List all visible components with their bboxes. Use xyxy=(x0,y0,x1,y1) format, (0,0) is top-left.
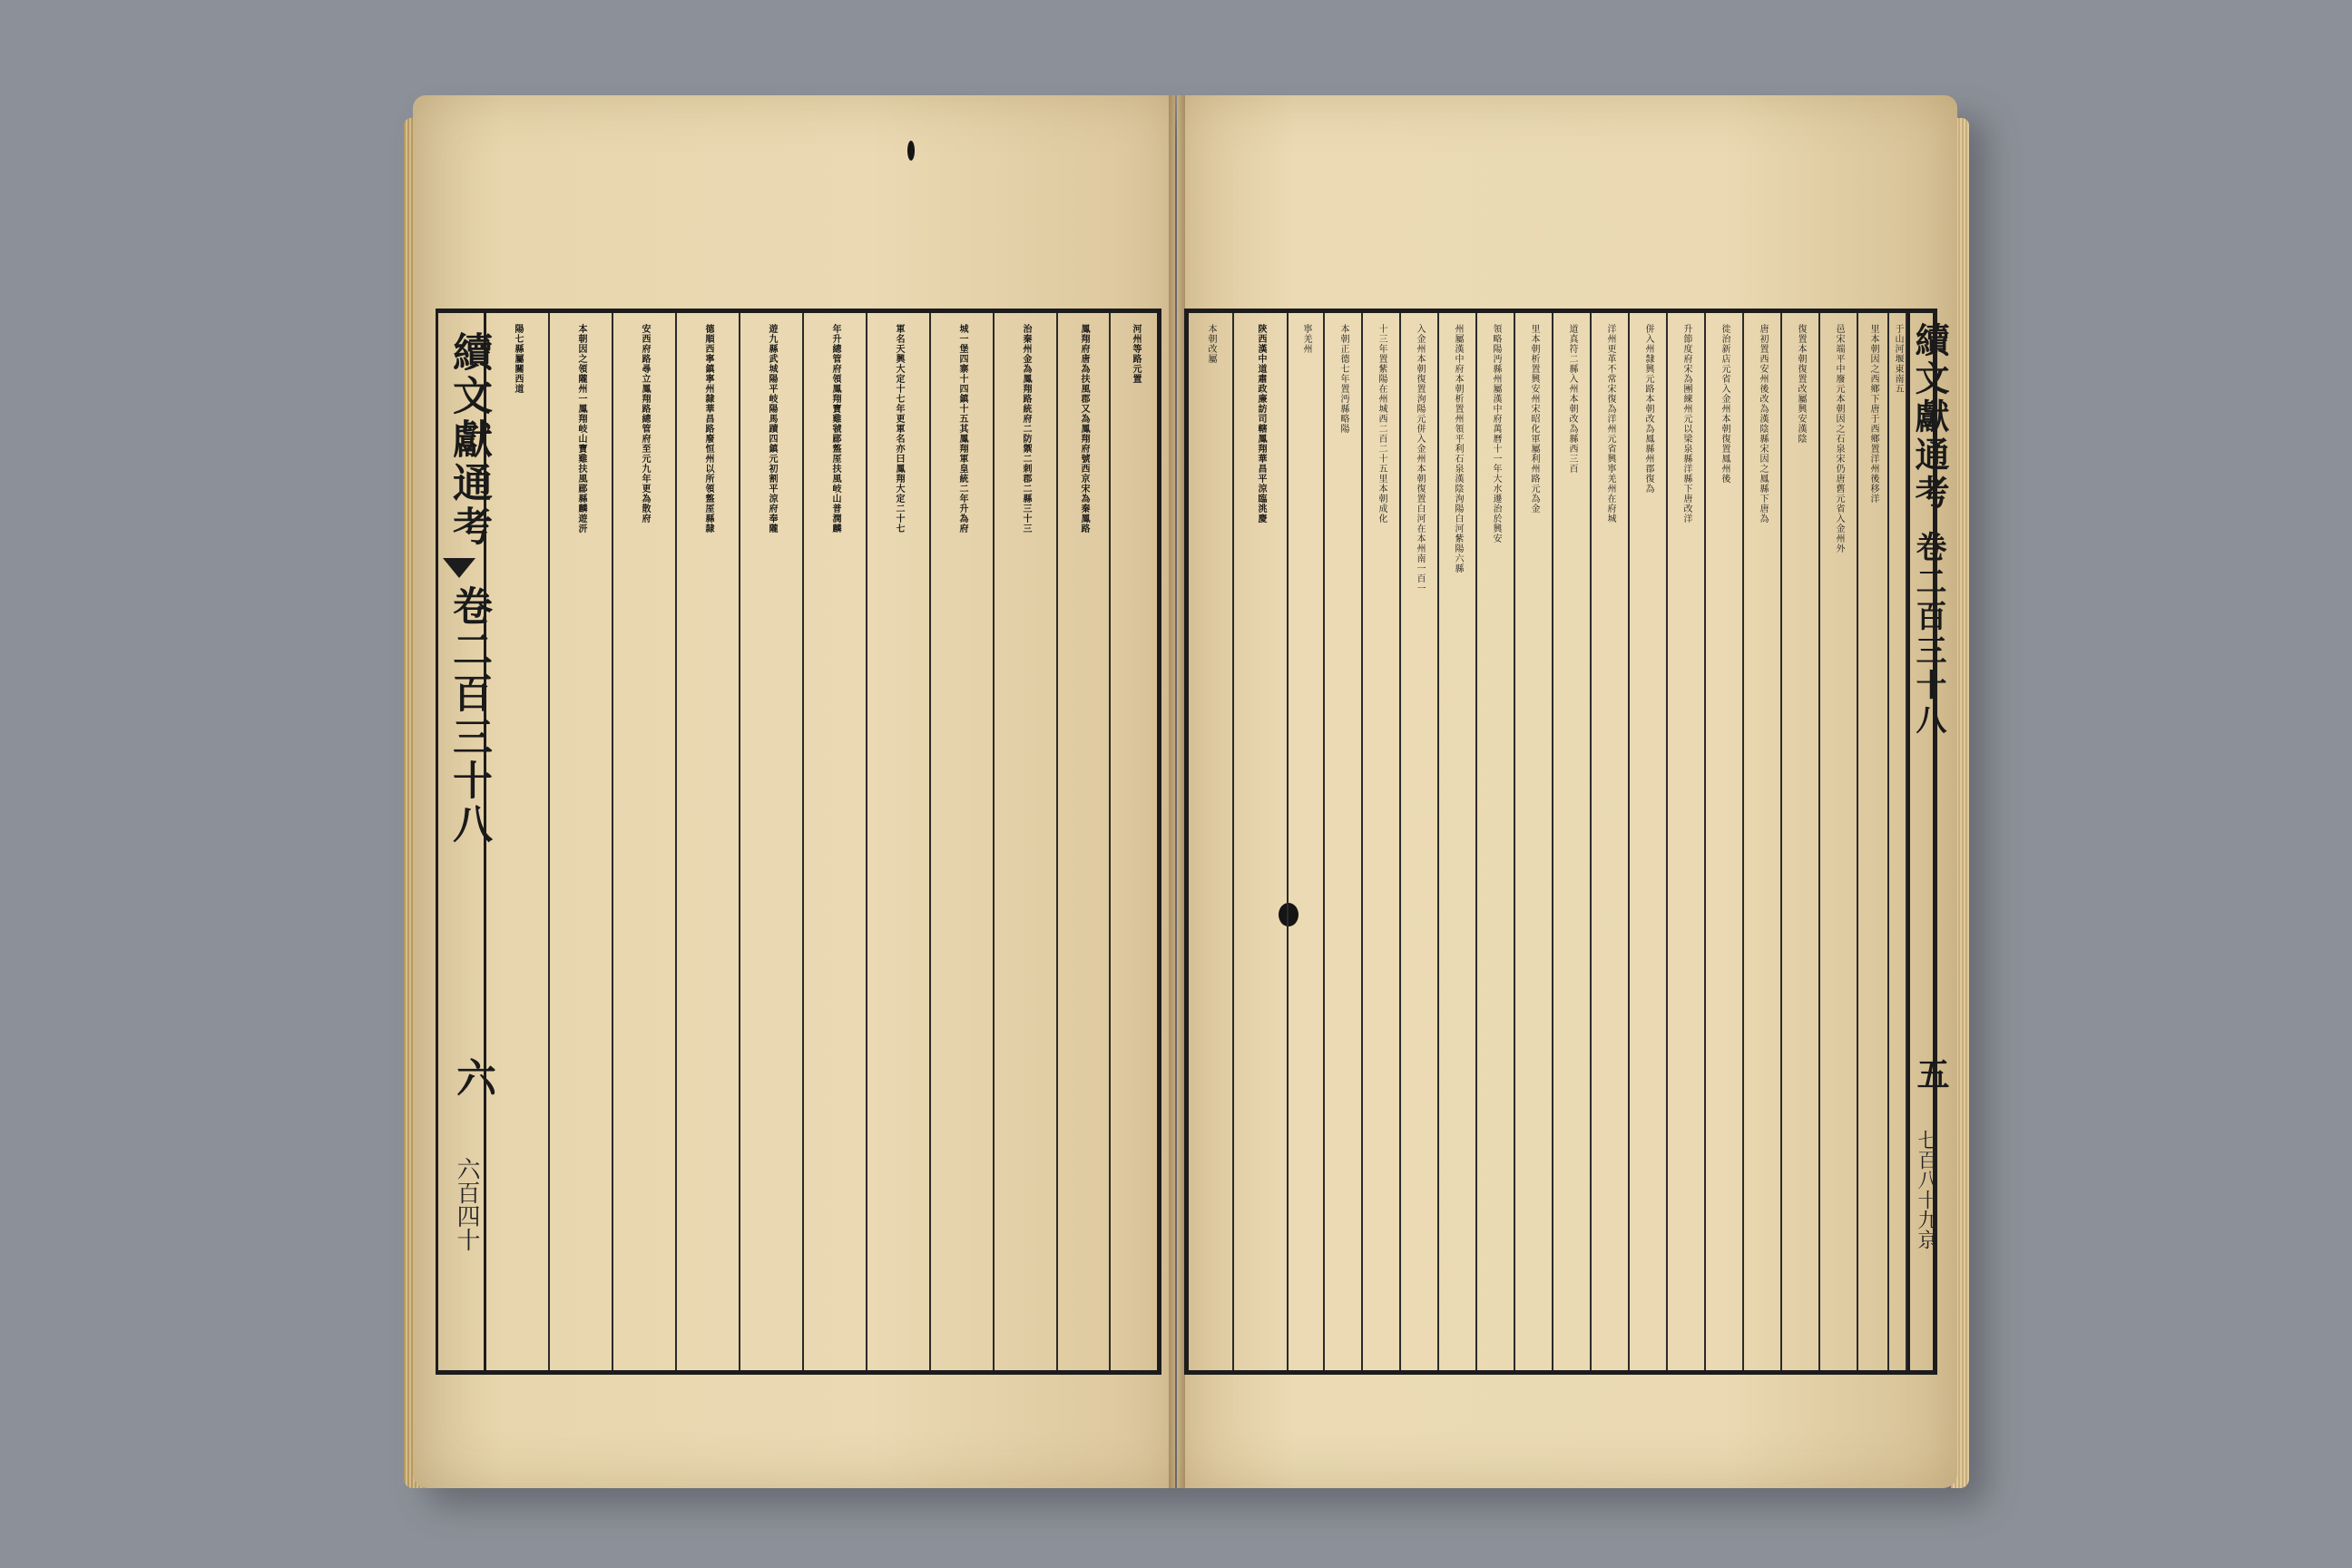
column-text: 復置本朝復置改屬興安漢陰 xyxy=(1796,324,1806,444)
margin-book-title: 續文獻通考 xyxy=(446,331,492,549)
column-text: 鳳翔府唐為扶風郡又為鳳翔府號西京宋為秦鳳路 xyxy=(1079,324,1089,534)
fish-tail-mark xyxy=(443,558,475,578)
column-text: 里本朝析置興安州宋昭化軍屬利州路元為金 xyxy=(1529,324,1539,514)
right-text-frame xyxy=(1184,309,1950,1375)
column-text: 本朝因之領隴州一鳳翔岐山寶雞扶風郿縣麟遊汧 xyxy=(576,324,586,534)
column-text: 領略陽沔縣州屬漢中府萬曆十一年大水遷治於興安 xyxy=(1491,324,1501,544)
column-text: 河州等路元置 xyxy=(1131,324,1141,384)
margin-count: 六百四十 xyxy=(453,1157,480,1251)
column-text: 里本朝因之西鄉下唐于西鄉置洋州後移洋 xyxy=(1868,324,1878,504)
right-margin-strip xyxy=(1907,313,1950,1370)
column-text: 治秦州金為鳳翔路統府二防禦二刺郡二縣三十三 xyxy=(1021,324,1031,534)
margin-book-title: 續文獻通考 xyxy=(1909,322,1950,513)
column-text: 唐初置西安州後改為漢陰縣宋因之鳳縣下唐為 xyxy=(1758,324,1768,524)
margin-leaf-number: 六 xyxy=(449,1057,495,1101)
column-text: 軍名天興大定十七年更軍名亦曰鳳翔大定二十七 xyxy=(894,324,904,534)
book-gutter xyxy=(1169,95,1185,1488)
text-column xyxy=(1325,313,1363,1370)
column-text: 德順西寧鎮寧州隸華昌路廢恒州以所領盩厔縣隸 xyxy=(703,324,713,534)
text-column xyxy=(1553,313,1592,1370)
margin-volume: 卷二百三十八 xyxy=(446,585,492,847)
text-column xyxy=(550,313,613,1370)
text-column xyxy=(1668,313,1706,1370)
column-text: 于山河堰東南五 xyxy=(1893,324,1903,394)
column-text: 陽七縣屬關西道 xyxy=(513,324,523,394)
column-text: 安西府路尋立鳳翔路總管府至元九年更為散府 xyxy=(640,324,650,524)
ink-spot xyxy=(907,141,915,161)
column-text: 十三年置紫陽在州城西二百二十五里本朝成化 xyxy=(1377,324,1387,524)
text-column xyxy=(613,313,677,1370)
text-column xyxy=(1058,313,1111,1370)
column-text: 併入州隸興元路本朝改為鳳縣州郡復為 xyxy=(1643,324,1653,494)
text-column xyxy=(867,313,931,1370)
column-text: 洋州更革不常宋復為洋州元省興寧羌州在府城 xyxy=(1605,324,1615,524)
column-text: 州屬漢中府本朝析置州領平利石泉漢陰洵陽白河紫陽六縣 xyxy=(1453,324,1463,573)
margin-leaf-number: 五 xyxy=(1912,1057,1950,1093)
text-column xyxy=(1111,313,1160,1370)
column-text: 本朝正德七年置沔縣略陽 xyxy=(1338,324,1348,434)
column-text: 遊九縣武城陽平岐陽馬蹟四鎮元初割平涼府奉隴 xyxy=(767,324,777,534)
column-text: 徙治新店元省入金州本朝復置鳳州後 xyxy=(1720,324,1730,484)
text-column xyxy=(931,313,995,1370)
text-column xyxy=(995,313,1058,1370)
column-text: 本朝改屬 xyxy=(1206,324,1216,364)
text-column xyxy=(1289,313,1325,1370)
text-column xyxy=(1744,313,1782,1370)
text-column xyxy=(1706,313,1744,1370)
text-column xyxy=(1858,313,1889,1370)
column-text: 邑宋端平中廢元本朝因之石泉宋仍唐舊元省入金州外 xyxy=(1834,324,1844,554)
text-column xyxy=(740,313,804,1370)
text-column xyxy=(1820,313,1858,1370)
text-column xyxy=(1401,313,1439,1370)
column-text: 年升總管府領鳳翔寶雞虢郿盩厔扶風岐山普潤麟 xyxy=(830,324,840,534)
column-text: 城一堡四寨十四鎮十五其鳳翔軍皇統二年升為府 xyxy=(957,324,967,534)
text-column xyxy=(677,313,740,1370)
column-text: 升節度府宋為團練州元以梁泉縣洋縣下唐改洋 xyxy=(1681,324,1691,524)
column-text: 陝西漢中道肅政廉訪司轄鳳翔華昌平涼臨洮慶 xyxy=(1256,324,1266,524)
margin-volume: 卷二百三十八 xyxy=(1910,531,1946,738)
text-column xyxy=(1515,313,1553,1370)
text-column xyxy=(486,313,550,1370)
left-margin-strip xyxy=(436,313,495,1370)
column-text: 入金州本朝復置洵陽元併入金州本朝復置白河在本州南一百一 xyxy=(1415,324,1425,593)
text-column xyxy=(1234,313,1289,1370)
text-column xyxy=(1189,313,1234,1370)
column-text: 寧羌州 xyxy=(1301,324,1311,354)
column-text: 道真符二縣入州本朝改為縣西三百 xyxy=(1567,324,1577,474)
text-column xyxy=(1439,313,1477,1370)
text-column xyxy=(1630,313,1668,1370)
left-text-frame xyxy=(436,309,1161,1375)
text-column xyxy=(1477,313,1515,1370)
margin-count: 七百八十九京 xyxy=(1915,1130,1937,1250)
text-column xyxy=(804,313,867,1370)
text-column xyxy=(1782,313,1820,1370)
text-column xyxy=(1363,313,1401,1370)
text-column xyxy=(1592,313,1630,1370)
